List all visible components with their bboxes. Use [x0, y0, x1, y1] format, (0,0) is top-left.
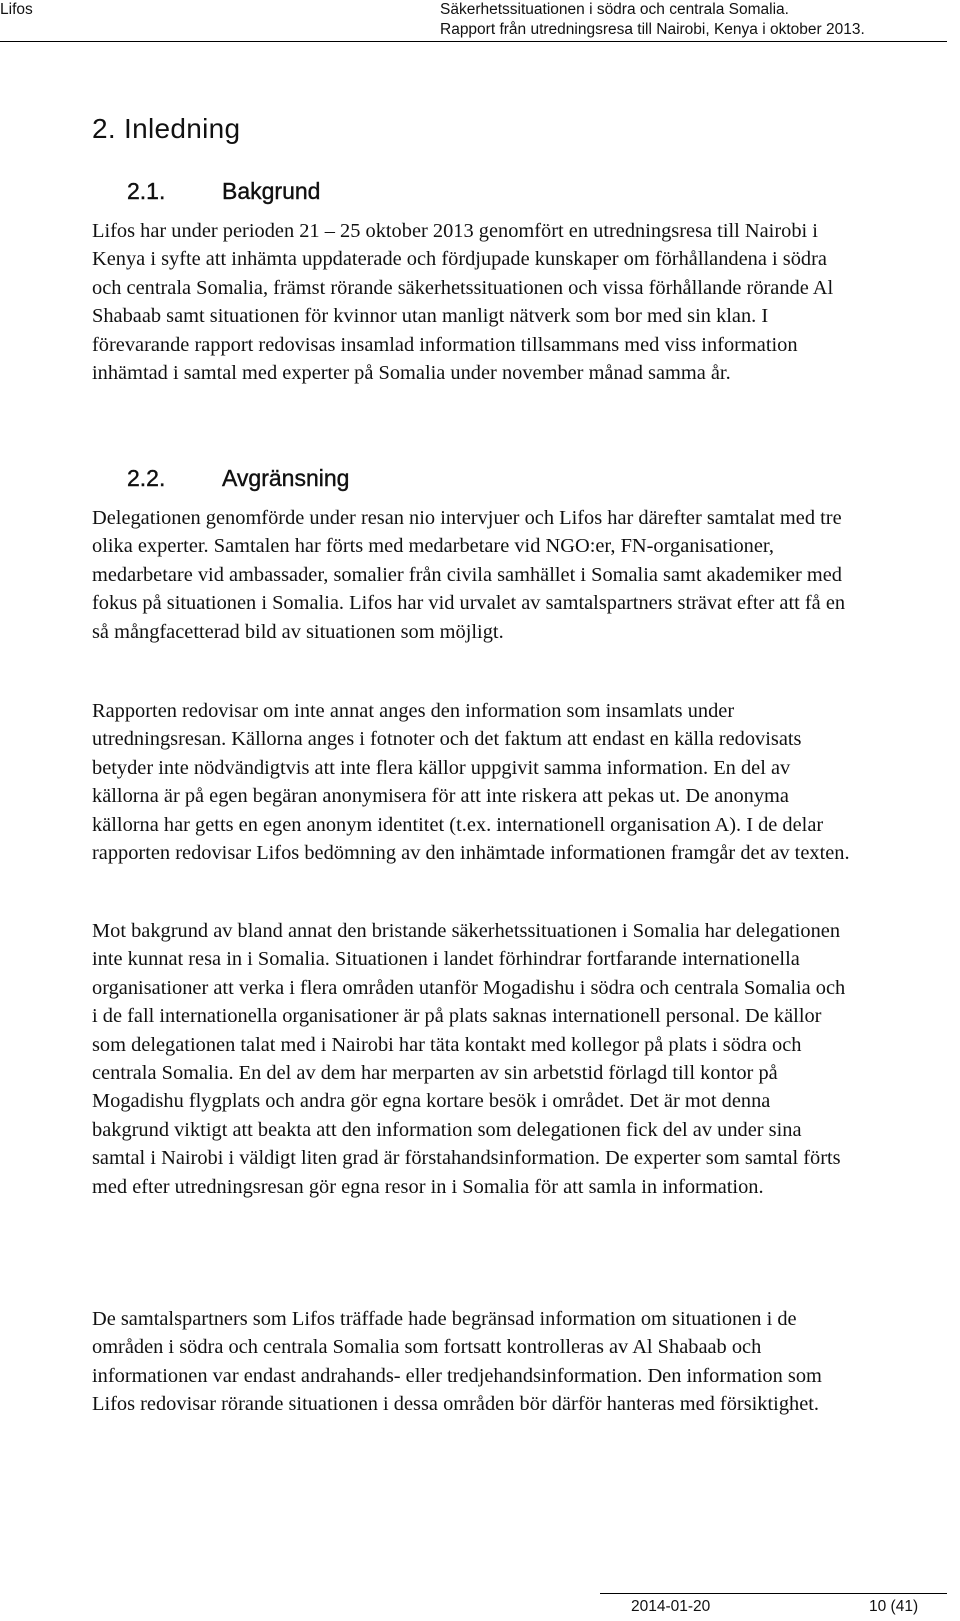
header-org: Lifos: [0, 1, 33, 18]
section-title: Bakgrund: [222, 178, 321, 204]
section-heading-avgransning: [127, 465, 349, 492]
footer-page-number: 10 (41): [869, 1598, 919, 1615]
paragraph-avgransning-2: Rapporten redovisar om inte annat anges den information som insamlats under utredningsresan. Källorna anges i fotnoter och det faktum att endast en källa redovisats betyder inte nödvändigtvis att inte flera källor uppgivit samma information. En del av källorna är på egen begäran anonymisera för att inte riskera att pekas ut. De anonyma källorna har getts en egen anonym identitet (t.ex. internationell organisation A). I de delar rapporten redovisar Lifos bedömning av den inhämtade informationen framgår det av texten.: [92, 700, 850, 865]
section-title: Avgränsning: [222, 465, 350, 491]
paragraph-avgransning-3: Mot bakgrund av bland annat den bristande säkerhetssituationen i Somalia har delegationen inte kunnat resa in i Somalia. Situationen i landet förhindrar fortfarande internationella organisationer att verka i flera områden utanför Mogadishu i södra och centrala Somalia och i de fall internationella organisationer är på plats saknas internationell personal. De källor som delegationen talat med i Nairobi har täta kontakt med kollegor på plats i södra och centrala Somalia. En del av dem har merparten av sin arbetstid förlagd till kontor på Mogadishu flygplats och andra gör egna kortare besök i området. Det är mot denna bakgrund viktigt att beakta att den information som delegationen fick del av under sina samtal i Nairobi i väldigt liten grad är förstahandsinformation. De experter som samtal förts med efter utredningsresan gör egna resor in i Somalia för att samla in information.: [92, 920, 846, 1198]
paragraph-avgransning-4: De samtalspartners som Lifos träffade hade begränsad information om situationen i de områden i södra och centrala Somalia som fortsatt kontrolleras av Al Shabaab och informationen var endast andrahands- eller tredjehandsinformation. Den information som Lifos redovisar rörande situationen i dessa områden bör därför hanteras med försiktighet.: [92, 1308, 822, 1416]
paragraph-avgransning-1: Delegationen genomförde under resan nio intervjuer och Lifos har därefter samtalat med tre olika experter. Samtalen har förts med medarbetare vid NGO:er, FN-organisationer, medarbetare vid ambassader, somalier från civila samhället i Somalia samt akademiker med fokus på situationen i Somalia. Lifos har vid urvalet av samtalspartners strävat efter att få en så mångfacetterad bild av situationen som möjligt.: [92, 507, 846, 643]
header-divider: [0, 41, 947, 42]
footer-divider: [600, 1593, 947, 1594]
section-number: 2.1.: [127, 178, 166, 204]
paragraph-bakgrund: Lifos har under perioden 21 – 25 oktober 2013 genomfört en utredningsresa till Nairobi i Kenya i syfte att inhämta uppdaterade och fördjupade kunskaper om förhållandena i södra och centrala Somalia, främst rörande säkerhetssituationen och vissa förhållande rörande Al Shabaab samt situationen för kvinnor utan manligt nätverk som bor med sin klan. I förevarande rapport redovisas insamlad information tillsammans med viss information inhämtad i samtal med experter på Somalia under november månad samma år.: [92, 220, 834, 385]
section-heading-bakgrund: [127, 178, 320, 205]
section-number: 2.2.: [127, 465, 166, 491]
header-title: [440, 0, 865, 40]
chapter-title: 2. Inledning: [92, 113, 241, 144]
footer-date: 2014-01-20: [631, 1598, 711, 1615]
header-title-line-2: Rapport från utredningsresa till Nairobi, Kenya i oktober 2013.: [440, 21, 865, 38]
page-header: [0, 0, 960, 42]
header-title-line-1: Säkerhetssituationen i södra och centrala Somalia.: [440, 1, 789, 18]
